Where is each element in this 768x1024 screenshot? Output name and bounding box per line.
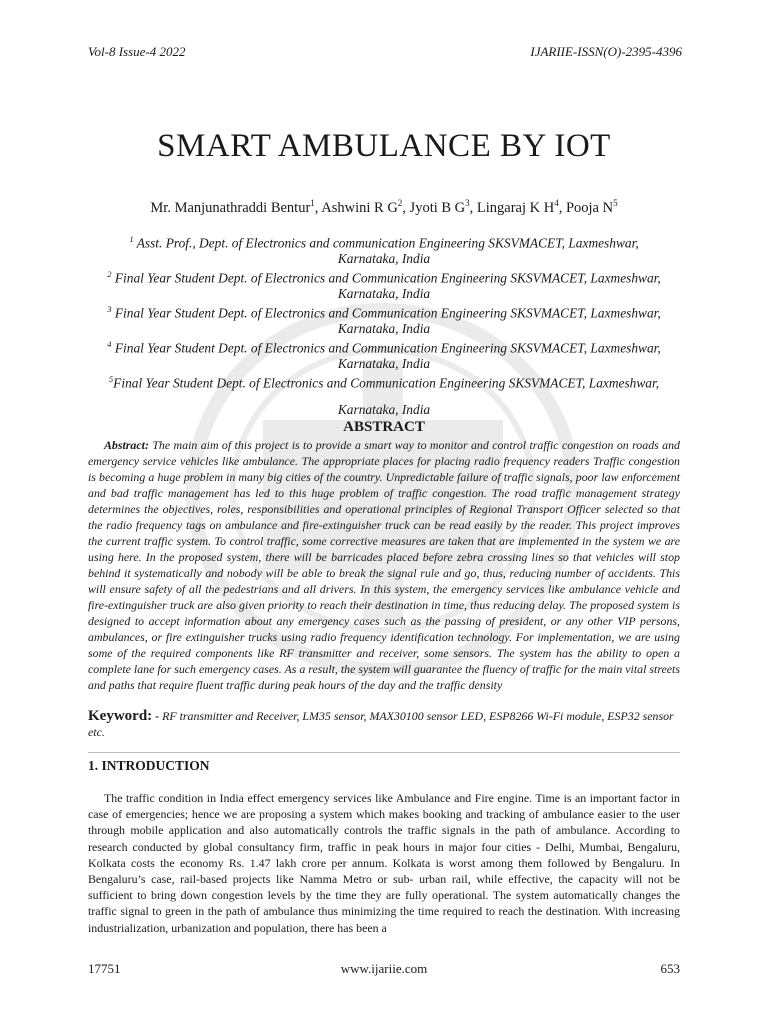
introduction-body: The traffic condition in India effect emergency services like Ambulance and Fire engine. Time is an important factor in case of emergencies; hence we are proposing a system which makes booking and tracking of ambulance easier to the user through mobile application and also automatically controls the traffic signals in the path of ambulance. According to research conducted by global consultancy firm, traffic in peak hours in major four cities - Delhi, Mumbai, Bengaluru, Kolkata costs the economy Rs. 1.47 lakh crore per annum. Kolkata is worst among them followed by Bengaluru. In Bengaluru’s case, rail-based projects like Namma Metro or sub- urban rail, while effective, the capacity will not be sufficient to bring down congestion levels by the time they are fully operational. The system automatically changes the traffic signal to green in the path of ambulance thus minimizing the time required to reach the destination. With increasing industrialization, urbanization and population, there has been a <box>88 791 680 935</box>
keyword-dash: - <box>155 709 160 723</box>
author-name: Pooja N <box>565 199 614 216</box>
affiliation-text: Final Year Student Dept. of Electronics and Communication Engineering SKSVMACET, Laxmeshwar, <box>114 270 661 286</box>
author-name: Ashwini R G <box>321 199 398 216</box>
author-affil-mark: 3 <box>465 198 470 208</box>
affiliation-place: Karnataka, India <box>337 286 431 302</box>
affiliation-item <box>86 232 682 267</box>
header-volume-issue: Vol-8 Issue-4 2022 <box>88 44 186 59</box>
affiliation-item <box>86 267 682 302</box>
affiliation-mark: 5 <box>108 374 114 385</box>
affiliation-item <box>86 337 682 372</box>
paper-title: SMART AMBULANCE BY IOT <box>157 128 611 164</box>
affiliation-mark: 2 <box>107 269 112 280</box>
affiliation-text: Final Year Student Dept. of Electronics and Communication Engineering SKSVMACET, Laxmeshwar, <box>113 375 660 391</box>
affiliation-mark: 1 <box>129 234 134 244</box>
keyword-block <box>88 708 680 740</box>
abstract-body <box>88 437 680 693</box>
affiliation-mark: 3 <box>107 304 112 315</box>
author-affil-mark: 1 <box>310 198 315 208</box>
header-issn: IJARIIE-ISSN(O)-2395-4396 <box>530 44 682 59</box>
abstract-label: Abstract: <box>104 438 149 452</box>
section-heading: 1. INTRODUCTION <box>88 758 210 773</box>
footer-page-number: 653 <box>660 961 680 976</box>
affiliation-text: Asst. Prof., Dept. of Electronics and communication Engineering SKSVMACET, Laxmeshwar, <box>136 235 639 251</box>
abstract-text: The main aim of this project is to provide a smart way to monitor and control traffic congestion on roads and emergency service vehicles like ambulance. The appropriate places for placing radio frequency readers Traffic congestion is becoming a huge problem in many big cities of the country. Unpredictable failure of traffic signals, poor law enforcement and bad traffic management has led to this huge problem of traffic congestion. The road traffic management strategy determines the objectives, roles, responsibilities and operational principles of Regional Transport Officer selected so that the radio frequency tags on ambulance and fire-extinguisher truck can be read easily by the reader. This project improves the current traffic system. To control traffic, some corrective measures are taken that are implemented in the system we are using here. In the proposed system, there will be barricades placed before zebra crossing lines so that vehicles will stop behind it systematically and nobody will be able to break the signal rule and go, thus, reducing number of accidents. This will ensure safety of all the pedestrians and all drivers. In this system, the emergency services like ambulance vehicle and fire-extinguisher truck are also given priority to reach their destination in time, thus reducing delay. The proposed system is designed to accept information about any emergency cases such as the passing of president, or any other VIP persons, ambulances, or fire extinguisher trucks using radio frequency identification technology. For implementation, we are using some of the required components like RF transmitter and receiver, some sensors. The system has the ability to open a complete lane for such emergency cases. As a result, the system will guarantee the fluency of traffic for the main vital streets and paths that require fluent traffic during peak hours of the day and the traffic density <box>88 438 680 692</box>
keyword-label: Keyword: <box>88 708 153 724</box>
affiliation-place: Karnataka, India <box>337 251 431 267</box>
author-name: Jyoti B G <box>409 199 466 216</box>
author-affil-mark: 4 <box>554 198 559 208</box>
affiliation-item <box>86 302 682 337</box>
affiliation-list <box>86 232 682 417</box>
author-affil-mark: 2 <box>397 198 403 208</box>
footer-paper-id: 17751 <box>88 961 121 976</box>
keyword-text: RF transmitter and Receiver, LM35 sensor, MAX30100 sensor LED, ESP8266 Wi-Fi module, ESP32 sensor etc. <box>88 709 674 739</box>
author-name: Mr. Manjunathraddi Bentur <box>150 199 311 216</box>
affiliation-item <box>86 372 682 417</box>
abstract-heading: ABSTRACT <box>343 419 425 435</box>
affiliation-place: Karnataka, India <box>337 321 431 337</box>
affiliation-text: Final Year Student Dept. of Electronics and Communication Engineering SKSVMACET, Laxmeshwar, <box>114 340 661 356</box>
affiliation-place: Karnataka, India <box>337 356 431 372</box>
affiliation-mark: 4 <box>107 339 112 350</box>
author-affil-mark: 5 <box>613 198 618 208</box>
footer-website: www.ijariie.com <box>340 961 428 976</box>
affiliation-place: Karnataka, India <box>337 401 431 417</box>
author-name: Lingaraj K H <box>476 199 555 216</box>
affiliation-text: Final Year Student Dept. of Electronics and Communication Engineering SKSVMACET, Laxmeshwar, <box>114 305 661 321</box>
section-divider <box>88 752 680 753</box>
author-list: Mr. Manjunathraddi Bentur$^1$, Ashwini R $G^2$, Jyoti B $G^3$, Lingaraj K $H^4$, Pooja $N^5$ <box>150 198 618 216</box>
